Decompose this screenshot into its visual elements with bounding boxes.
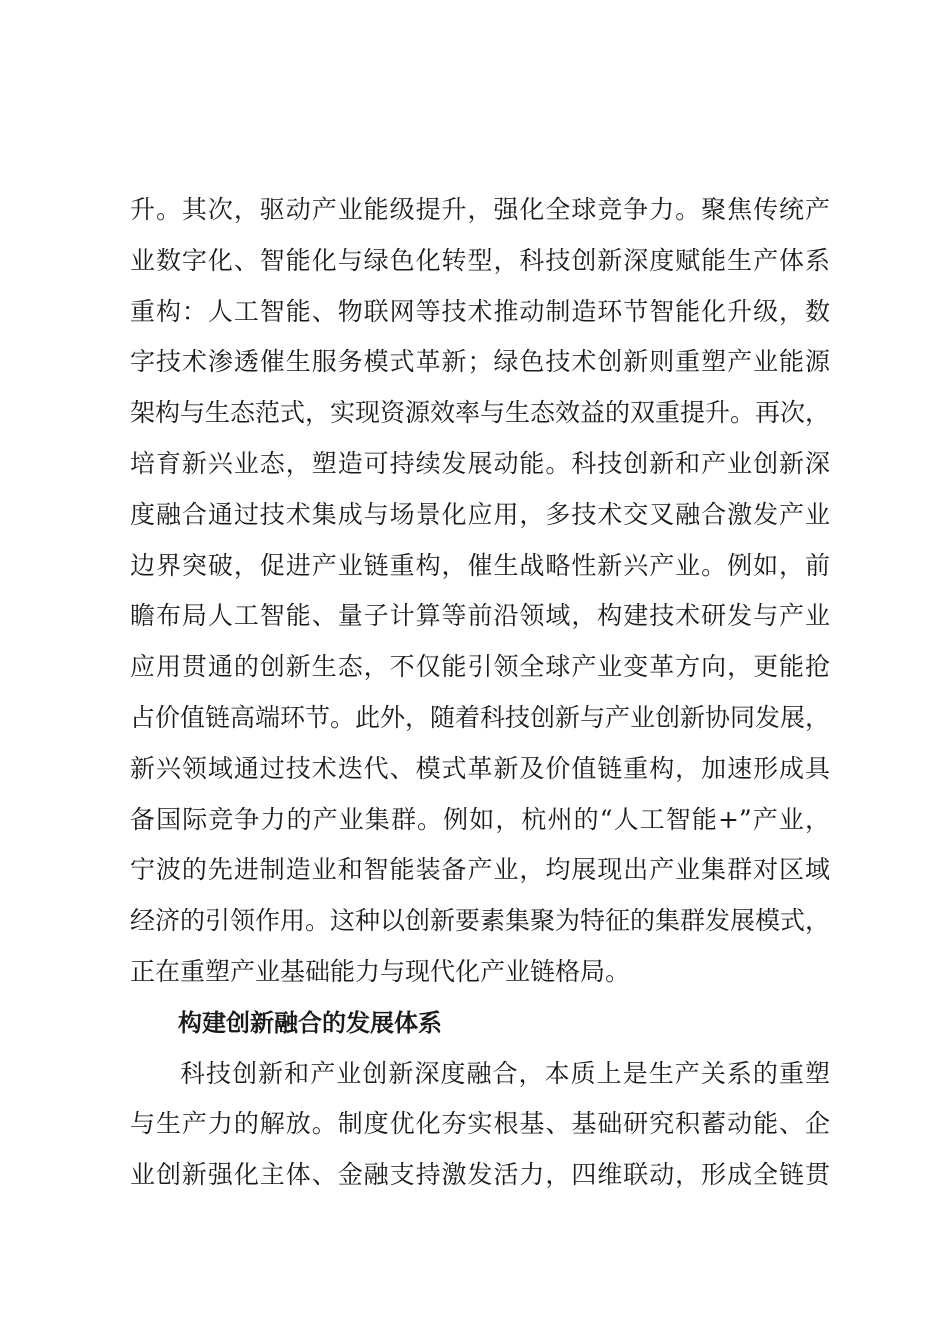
text-line: 度融合通过技术集成与场景化应用，多技术交叉融合激发产业 [130, 499, 830, 529]
section-heading: 构建创新融合的发展体系 [178, 1008, 442, 1037]
text-line: 应用贯通的创新生态，不仅能引领全球产业变革方向，更能抢 [130, 652, 830, 682]
text-line: 字技术渗透催生服务模式革新；绿色技术创新则重塑产业能源 [130, 347, 830, 377]
text-line: 升。其次，驱动产业能级提升，强化全球竞争力。聚焦传统产 [130, 195, 830, 224]
text-line: 边界突破，促进产业链重构，催生战略性新兴产业。例如，前 [130, 550, 830, 580]
text-line: 培育新兴业态，塑造可持续发展动能。科技创新和产业创新深 [130, 448, 830, 478]
text-line: 宁波的先进制造业和智能装备产业，均展现出产业集群对区域 [130, 855, 830, 885]
text-line: 备国际竞争力的产业集群。例如，杭州的“人工智能+”产业， [130, 804, 830, 834]
text-line: 科技创新和产业创新深度融合，本质上是生产关系的重塑 [180, 1058, 830, 1088]
text-line: 架构与生态范式，实现资源效率与生态效益的双重提升。再次， [130, 398, 830, 428]
text-line: 与生产力的解放。制度优化夯实根基、基础研究积蓄动能、企 [130, 1109, 830, 1139]
text-line: 正在重塑产业基础能力与现代化产业链格局。 [130, 956, 631, 986]
paragraph-1 [130, 185, 830, 998]
paragraph-2 [130, 1049, 830, 1201]
text-line: 业数字化、智能化与绿色化转型，科技创新深度赋能生产体系 [130, 245, 830, 275]
text-line: 瞻布局人工智能、量子计算等前沿领域，构建技术研发与产业 [130, 601, 830, 631]
text-line: 业创新强化主体、金融支持激发活力，四维联动，形成全链贯 [130, 1160, 830, 1190]
text-line: 重构：人工智能、物联网等技术推动制造环节智能化升级，数 [130, 296, 830, 326]
text-line: 新兴领域通过技术迭代、模式革新及价值链重构，加速形成具 [130, 753, 830, 783]
document-page [130, 185, 830, 1201]
text-line: 占价值链高端环节。此外，随着科技创新与产业创新协同发展， [130, 702, 830, 732]
text-line: 经济的引领作用。这种以创新要素集聚为特征的集群发展模式， [130, 906, 830, 936]
